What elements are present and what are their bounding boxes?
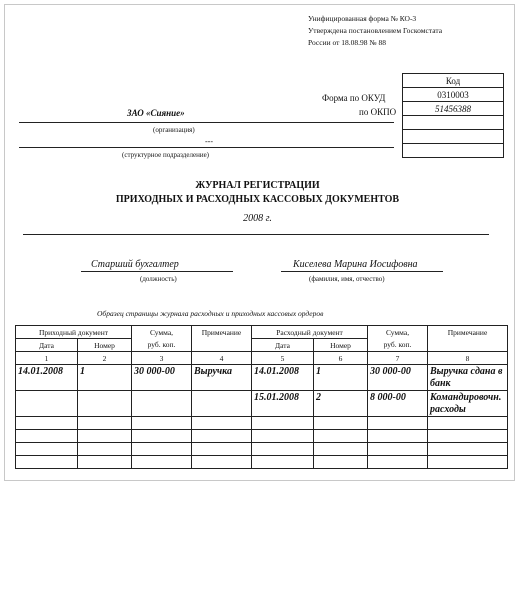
table-row [16, 430, 508, 443]
position-line [81, 271, 233, 272]
expense-date-cell: 14.01.2008 [252, 365, 314, 391]
code-header: Код [403, 74, 504, 88]
expense-number-header: Номер [314, 339, 368, 352]
income-sum-unit: руб. коп. [132, 339, 192, 352]
column-number: 6 [314, 352, 368, 365]
expense-sum-header: Сумма, [368, 326, 428, 339]
income-sum-cell: 30 000-00 [132, 365, 192, 391]
name-line [281, 271, 443, 272]
expense-date-cell: 15.01.2008 [252, 391, 314, 417]
column-number: 3 [132, 352, 192, 365]
expense-sum-unit: руб. коп. [368, 339, 428, 352]
income-number-header: Номер [78, 339, 132, 352]
expense-number-cell: 1 [314, 365, 368, 391]
income-date-cell: 14.01.2008 [16, 365, 78, 391]
table-row [16, 391, 508, 417]
table-row [16, 443, 508, 456]
income-sum-cell [132, 391, 192, 417]
income-note-cell: Выручка [192, 365, 252, 391]
column-number: 5 [252, 352, 314, 365]
expense-date-header: Дата [252, 339, 314, 352]
journal-table [15, 325, 508, 469]
title-underline [23, 234, 489, 235]
okud-label: Форма по ОКУД [322, 93, 386, 103]
expense-note-cell: Выручка сдана в банк [428, 365, 508, 391]
position-caption: (должность) [140, 275, 177, 283]
column-number: 8 [428, 352, 508, 365]
journal-subtitle: ПРИХОДНЫХ И РАСХОДНЫХ КАССОВЫХ ДОКУМЕНТОВ [115, 194, 400, 205]
division-line [19, 147, 394, 148]
table-row [16, 365, 508, 391]
expense-sum-cell: 8 000-00 [368, 391, 428, 417]
income-note-cell [192, 391, 252, 417]
okpo-label: по ОКПО [359, 107, 397, 117]
responsible-position: Старший бухгалтер [91, 259, 179, 270]
expense-sum-cell: 30 000-00 [368, 365, 428, 391]
expense-note-cell: Командировочн. расходы [428, 391, 508, 417]
document-page [4, 4, 515, 481]
column-number: 7 [368, 352, 428, 365]
form-decree-label: России от 18.08.98 № 88 [308, 38, 386, 47]
okud-value: 0310003 [403, 88, 504, 102]
expense-number-cell: 2 [314, 391, 368, 417]
column-number: 4 [192, 352, 252, 365]
income-doc-header: Приходный документ [16, 326, 132, 339]
form-unified-label: Унифицированная форма № КО-3 [308, 14, 417, 23]
organization-line [19, 122, 394, 123]
income-date-header: Дата [16, 339, 78, 352]
income-note-header: Примечание [192, 326, 252, 339]
income-sum-header: Сумма, [132, 326, 192, 339]
organization-caption: (организация) [153, 126, 195, 134]
code-box [402, 68, 504, 158]
expense-doc-header: Расходный документ [252, 326, 368, 339]
journal-year: 2008 г. [243, 213, 272, 224]
name-caption: (фамилия, имя, отчество) [309, 275, 385, 283]
income-date-cell [16, 391, 78, 417]
journal-title: ЖУРНАЛ РЕГИСТРАЦИИ [195, 180, 320, 191]
division-dash: --- [205, 137, 213, 146]
table-row [16, 417, 508, 430]
income-number-cell [78, 391, 132, 417]
column-number: 2 [78, 352, 132, 365]
form-approved-label: Утверждена постановлением Госкомстата [308, 26, 443, 35]
division-caption: (структурное подразделение) [122, 151, 210, 159]
table-row [16, 456, 508, 469]
organization-name: ЗАО «Сияние» [127, 108, 185, 118]
responsible-name: Киселева Марина Иосифовна [293, 259, 418, 270]
column-number: 1 [16, 352, 78, 365]
okpo-value: 51456388 [403, 102, 504, 116]
expense-note-header: Примечание [428, 326, 508, 339]
sample-caption: Образец страницы журнала расходных и приходных кассовых ордеров [97, 309, 324, 318]
income-number-cell: 1 [78, 365, 132, 391]
